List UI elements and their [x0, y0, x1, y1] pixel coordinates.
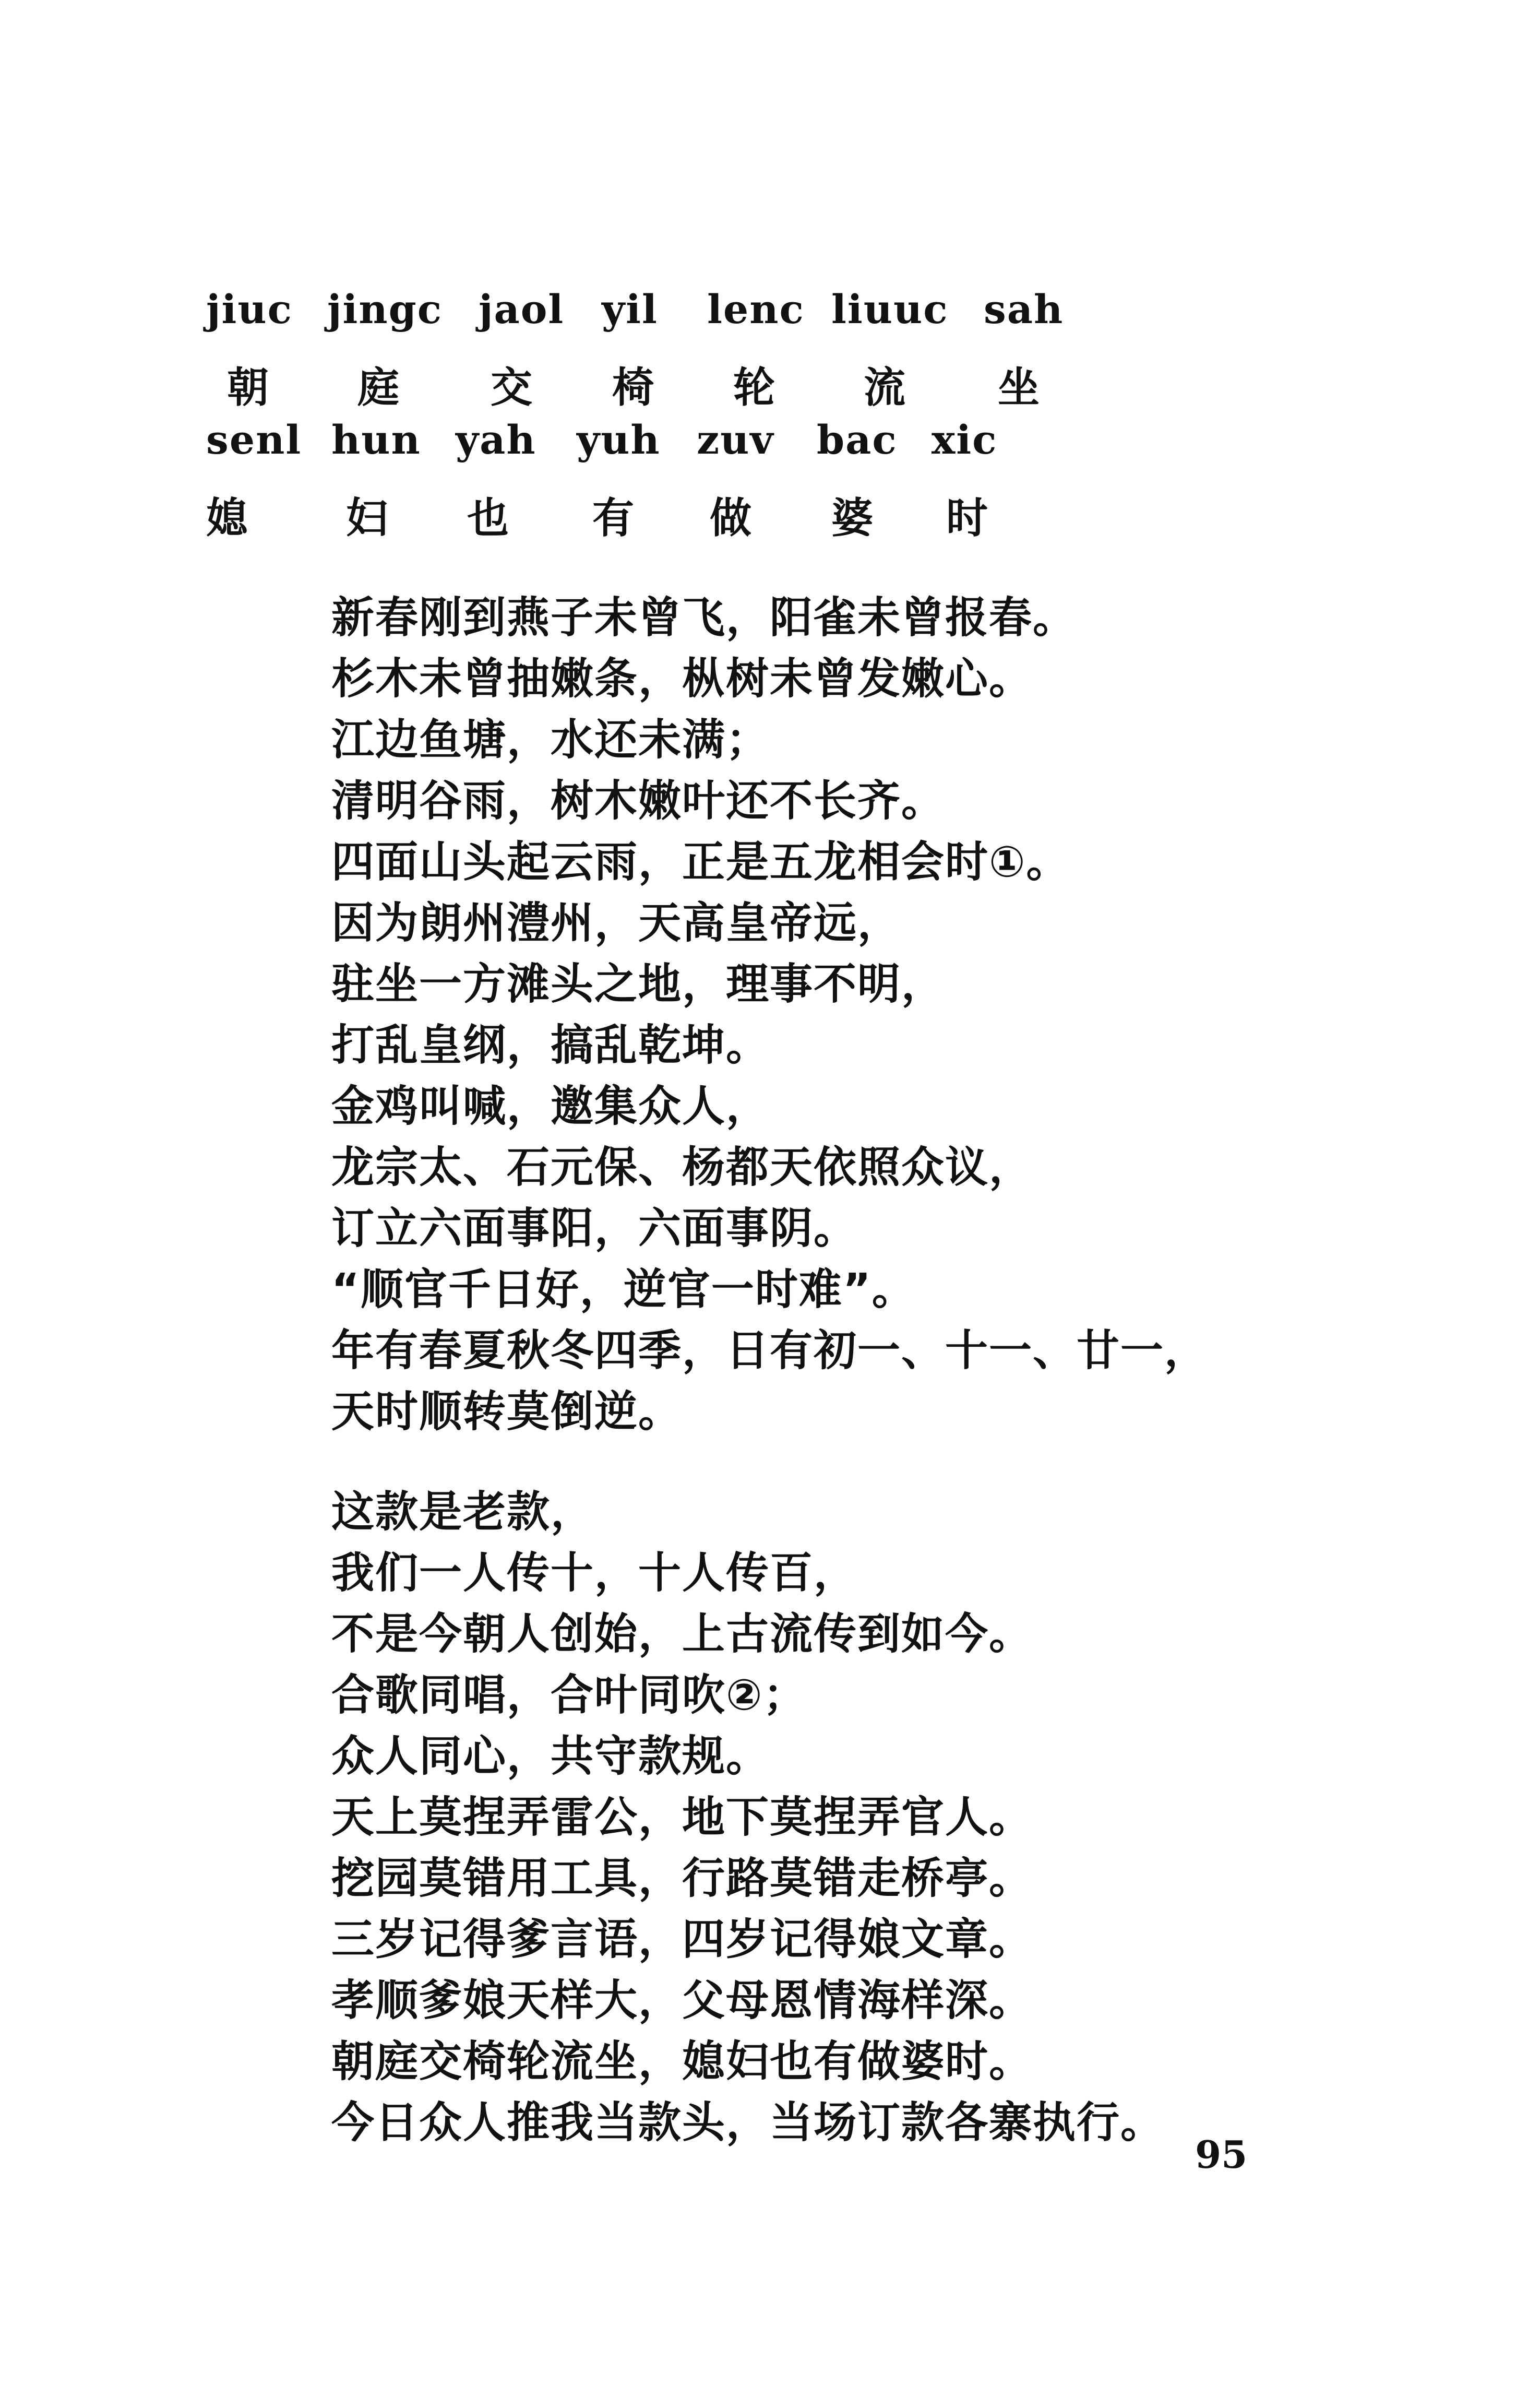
verse-line: 江边鱼塘，水还未满； — [331, 715, 770, 765]
chinese-word: 庭 — [357, 363, 399, 412]
verse-line: 新春刚到燕子未曾飞，阳雀未曾报春。 — [331, 593, 1077, 643]
romanized-word: liuuc — [831, 286, 949, 333]
romanized-word: yuh — [577, 417, 661, 463]
chinese-word: 交 — [491, 363, 532, 412]
verse-line: 挖园莫错用工具，行路莫错走桥亭。 — [331, 1854, 1033, 1903]
verse-line: 龙宗太、石元保、杨都天依照众议， — [331, 1143, 1033, 1192]
romanized-word: jiuc — [206, 286, 293, 333]
verse-line: 不是今朝人创始，上古流传到如今。 — [331, 1609, 1033, 1659]
verse-line: 合歌同唱，合叶同吹②； — [331, 1670, 807, 1720]
verse-line: 四面山头起云雨，正是五龙相会时①。 — [331, 837, 1070, 887]
chinese-word: 媳 — [206, 494, 248, 542]
page-number: 95 — [1195, 2132, 1248, 2177]
chinese-word: 朝 — [227, 363, 269, 412]
verse-line: 因为朗州澧州，天高皇帝远， — [331, 898, 902, 948]
romanized-word: jaol — [479, 286, 565, 333]
romanized-word: lenc — [707, 286, 805, 333]
verse-line: 订立六面事阳，六面事阴。 — [331, 1204, 858, 1253]
chinese-word: 轮 — [733, 363, 775, 412]
verse-line: 天时顺转莫倒逆。 — [331, 1387, 683, 1437]
verse-line: 今日众人推我当款头，当场订款各寨执行。 — [331, 2098, 1165, 2147]
romanized-line-2 — [206, 417, 1093, 474]
verse-line: 清明谷雨，树木嫩叶还不长齐。 — [331, 776, 946, 826]
romanized-word: yah — [456, 417, 536, 463]
verse-line: 朝庭交椅轮流坐，媳妇也有做婆时。 — [331, 2037, 1033, 2086]
verse-line: 杉木未曾抽嫩条，枞树未曾发嫩心。 — [331, 654, 1033, 704]
verse-line: 这款是老款， — [331, 1487, 595, 1537]
romanized-word: xic — [932, 417, 998, 463]
chinese-word: 婆 — [831, 494, 873, 542]
chinese-word: 椅 — [612, 363, 654, 412]
verse-line: “顺官千日好，逆官一时难”。 — [331, 1265, 916, 1314]
chinese-word: 妇 — [346, 494, 388, 542]
romanized-word: jingc — [327, 286, 443, 333]
verse-line: 打乱皇纲，搞乱乾坤。 — [331, 1021, 770, 1070]
chinese-line-1 — [206, 354, 1093, 411]
verse-line: 天上莫捏弄雷公，地下莫捏弄官人。 — [331, 1793, 1033, 1842]
chinese-word: 流 — [864, 363, 905, 412]
romanized-word: hun — [331, 417, 421, 463]
verse-line: 我们一人传十，十人传百， — [331, 1548, 858, 1598]
chinese-word: 时 — [946, 494, 988, 542]
chinese-word: 有 — [592, 494, 634, 542]
chinese-line-2 — [206, 484, 1093, 542]
chinese-word: 也 — [467, 494, 509, 542]
romanized-word: sah — [984, 286, 1064, 333]
verse-stanza-2 — [331, 1481, 1375, 2153]
verse-line: 年有春夏秋冬四季，日有初一、十一、廿一， — [331, 1326, 1209, 1375]
verse-line: 驻坐一方滩头之地，理事不明， — [331, 959, 946, 1009]
chinese-word: 做 — [710, 494, 751, 542]
verse-line: 众人同心，共守款规。 — [331, 1731, 770, 1781]
romanized-line-1 — [206, 286, 1093, 343]
verse-line: 金鸡叫喊，邀集众人， — [331, 1082, 770, 1131]
romanized-word: senl — [206, 417, 302, 463]
romanized-word: zuv — [697, 417, 774, 463]
verse-line: 孝顺爹娘天样大，父母恩情海样深。 — [331, 1976, 1033, 2025]
romanized-word: yil — [602, 286, 658, 333]
chinese-word: 坐 — [998, 363, 1040, 412]
verse-stanza-1 — [331, 587, 1375, 1442]
verse-line: 三岁记得爹言语，四岁记得娘文章。 — [331, 1915, 1033, 1964]
romanized-word: bac — [817, 417, 898, 463]
